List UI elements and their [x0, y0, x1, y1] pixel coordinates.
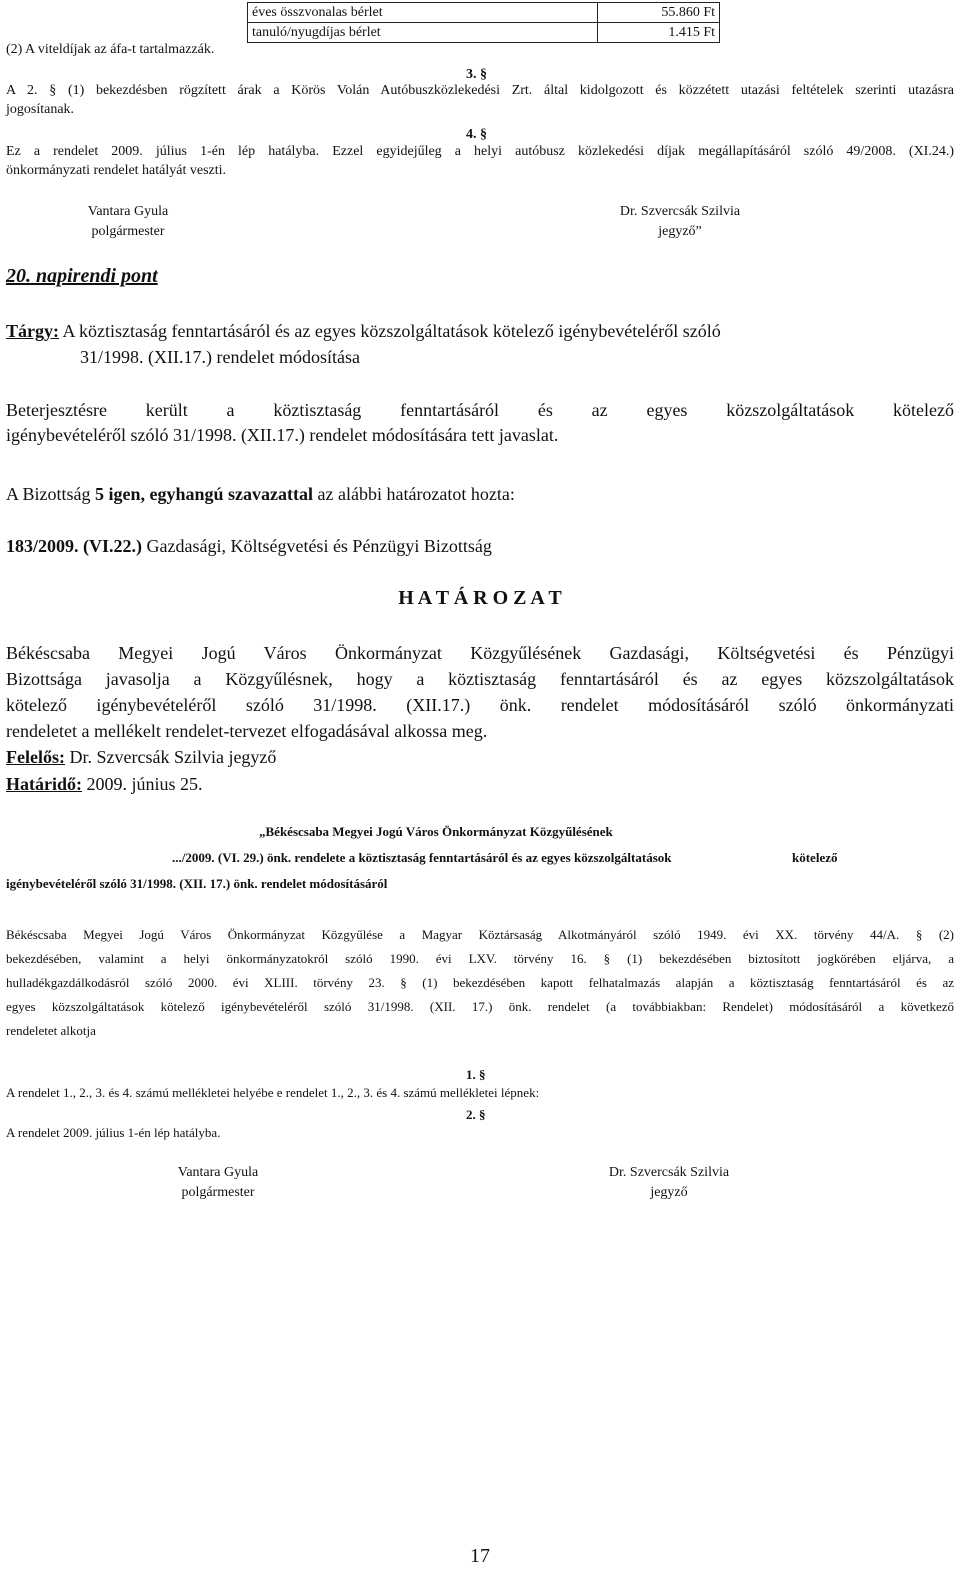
responsible	[6, 745, 276, 769]
preamble-line1: Békéscsaba Megyei Jogú Város Önkormányzat Közgyűlése a Magyar Köztársaság Alkotmányáról szóló 1949. évi XX. törvény 44/A. § (2)	[6, 927, 954, 942]
responsible-label: Felelős:	[6, 747, 65, 767]
draft-title-line2-end: kötelező	[792, 850, 838, 865]
draft-title-line3: igénybevételéről szóló 31/1998. (XII. 17.) önk. rendelet módosításáról	[6, 876, 388, 891]
subject-line1	[6, 319, 954, 343]
draft-section-2-title: 2. §	[466, 1107, 486, 1122]
draft-notary-title: jegyző	[650, 1185, 688, 1200]
section-3-line1: A 2. § (1) bekezdésben rögzített árak a Körös Volán Autóbuszközlekedési Zrt. által kidolgozott és közzétett utazási feltételek szerinti utazásra	[6, 83, 954, 98]
fare-table	[247, 2, 720, 43]
fare-name: éves összvonalas bérlet	[248, 3, 598, 23]
fare-value: 1.415 Ft	[598, 23, 720, 43]
preamble-line2: bekezdésében, valamint a helyi önkormányzatokról szóló 1990. évi LXV. törvény 16. § (1) bekezdésében biztosított jogkörében eljárva, a	[6, 951, 954, 966]
subject-label: Tárgy:	[6, 321, 59, 341]
page-number: 17	[470, 1545, 490, 1567]
notary-title: jegyző”	[658, 224, 702, 239]
resolution-title: H A T Á R O Z A T	[398, 587, 562, 609]
draft-title-line1: „Békéscsaba Megyei Jogú Város Önkormányzat Közgyűlésének	[259, 824, 613, 839]
preamble-line5: rendeletet alkotja	[6, 1023, 96, 1038]
section-3-line2: jogosítanak.	[6, 102, 75, 117]
responsible-value: Dr. Szvercsák Szilvia jegyző	[64, 747, 277, 767]
vote-pre: A Bizottság	[6, 484, 95, 504]
resolution-body-line1: Békéscsaba Megyei Jogú Város Önkormányzat Közgyűlésének Gazdasági, Költségvetési és Pénzügyi	[6, 643, 954, 663]
notary-name: Dr. Szvercsák Szilvia	[619, 204, 741, 219]
committee-name: Gazdasági, Költségvetési és Pénzügyi Bizottság	[142, 536, 492, 556]
subject-line2: 31/1998. (XII.17.) rendelet módosítása	[80, 347, 360, 367]
mayor-name: Vantara Gyula	[87, 204, 169, 219]
resolution-number: 183/2009. (VI.22.)	[6, 536, 142, 556]
fare-value: 55.860 Ft	[598, 3, 720, 23]
draft-section-1-text: A rendelet 1., 2., 3. és 4. számú mellékletei helyébe e rendelet 1., 2., 3. és 4. számú mellékletei lépnek:	[6, 1085, 540, 1100]
subject-text: A köztisztaság fenntartásáról és az egyes közszolgáltatások kötelező igénybevételéről szóló	[62, 321, 721, 341]
vote-post: az alábbi határozatot hozta:	[313, 484, 515, 504]
vat-note: (2) A viteldíjak az áfa-t tartalmazzák.	[6, 42, 215, 57]
vote-statement	[6, 482, 515, 506]
deadline-label: Határidő:	[6, 774, 82, 794]
agenda-heading: 20. napirendi pont	[6, 265, 158, 287]
draft-mayor-title: polgármester	[181, 1185, 255, 1200]
section-3-title: 3. §	[466, 67, 487, 82]
vote-count: 5 igen, egyhangú szavazattal	[95, 484, 313, 504]
draft-section-2-text: A rendelet 2009. július 1-én lép hatályba.	[6, 1125, 221, 1140]
section-4-line1: Ez a rendelet 2009. július 1-én lép hatályba. Ezzel egyidejűleg a helyi autóbusz közlekedési díjak megállapításáról szóló 49/2008. (XI.24.)	[6, 144, 954, 159]
draft-section-1-title: 1. §	[466, 1067, 486, 1082]
table-row	[248, 3, 720, 23]
resolution-body-line2: Bizottsága javasolja a Közgyűlésnek, hogy a köztisztaság fenntartásáról és az egyes közszolgáltatások	[6, 669, 954, 689]
draft-title-line2: .../2009. (VI. 29.) önk. rendelete a köztisztaság fenntartásáról és az egyes közszolgáltatások	[172, 850, 672, 865]
section-4-line2: önkormányzati rendelet hatályát veszti.	[6, 163, 227, 178]
intro-line2: igénybevételéről szóló 31/1998. (XII.17.) rendelet módosítására tett javaslat.	[6, 425, 559, 445]
draft-notary-name: Dr. Szvercsák Szilvia	[608, 1165, 730, 1180]
section-4-title: 4. §	[466, 127, 487, 142]
deadline	[6, 772, 203, 796]
draft-mayor-name: Vantara Gyula	[177, 1165, 259, 1180]
table-row	[248, 23, 720, 43]
deadline-value: 2009. június 25.	[82, 774, 203, 794]
intro-line1: Beterjesztésre került a köztisztaság fenntartásáról és az egyes közszolgáltatások kötelező	[6, 400, 954, 420]
preamble-line4: egyes közszolgáltatások kötelező igénybevételéről szóló 31/1998. (XII. 17.) önk. rendelet (a továbbiakban: Rendelet) módosításáról a következő	[6, 999, 954, 1014]
resolution-header	[6, 534, 492, 558]
preamble-line3: hulladékgazdálkodásról szóló 2000. évi XLIII. törvény 23. § (1) bekezdésében kapott felhatalmazás alapján a köztisztaság fenntartásáról és az	[6, 975, 954, 990]
resolution-body-line3: kötelező igénybevételéről szóló 31/1998. (XII.17.) önk. rendelet módosításáról szóló önkormányzati	[6, 695, 954, 715]
fare-name: tanuló/nyugdíjas bérlet	[248, 23, 598, 43]
mayor-title: polgármester	[91, 224, 165, 239]
resolution-body-line4: rendeletet a mellékelt rendelet-tervezet elfogadásával alkossa meg.	[6, 721, 488, 741]
